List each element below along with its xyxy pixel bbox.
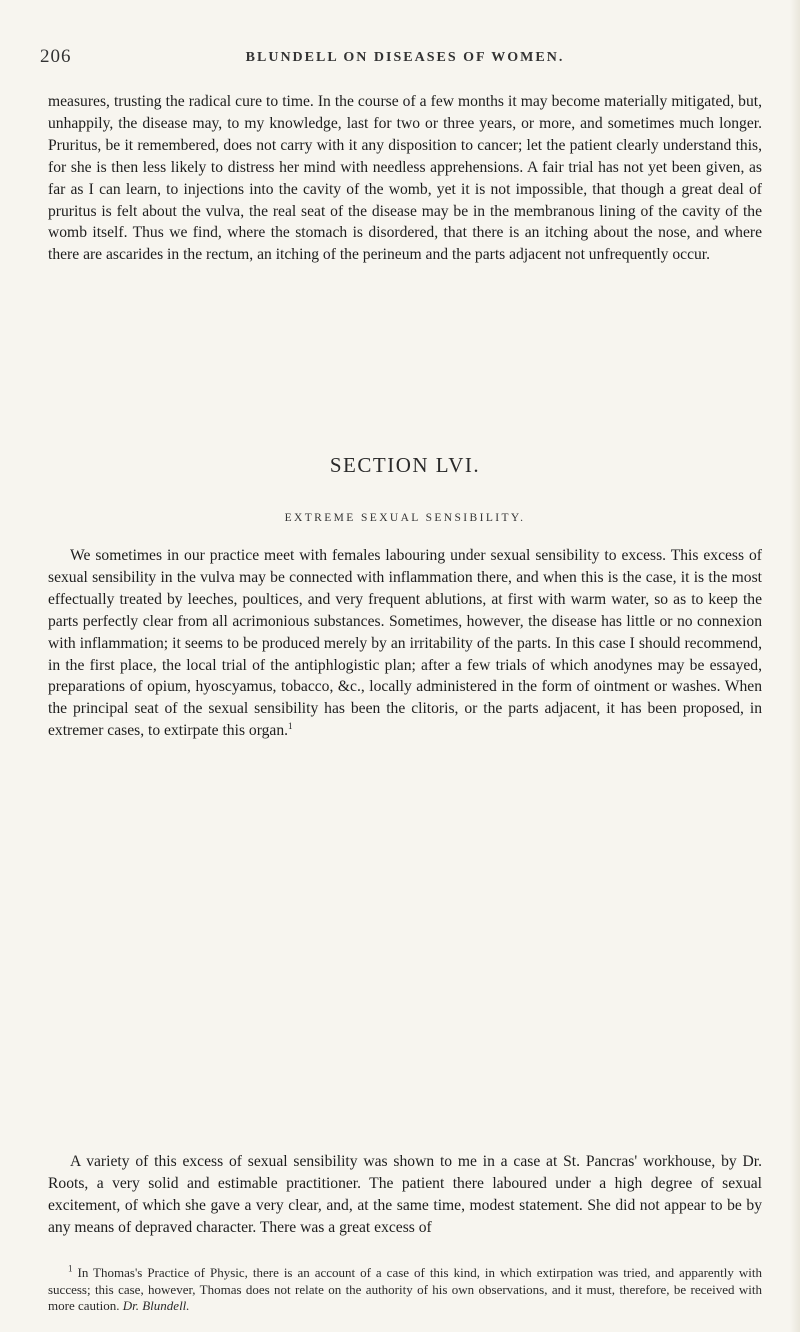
footnote-text: In Thomas's Practice of Physic, there is an account of a case of this kind, in which extirpation was tried, and apparently with success; this case, however, Thomas does not relate on the authority of his own observations, and it must, therefore, be received with more caution. bbox=[48, 1265, 762, 1313]
body-paragraph-2 bbox=[48, 545, 762, 742]
section-subtitle: EXTREME SEXUAL SENSIBILITY. bbox=[284, 512, 526, 524]
footnote-marker: 1 bbox=[68, 1263, 73, 1274]
running-title: BLUNDELL ON DISEASES OF WOMEN. bbox=[245, 50, 565, 65]
body-paragraph-1: measures, trusting the radical cure to time. In the course of a few months it may become materially mitigated, but, unhappily, the disease may, to my knowledge, last for two or three years, or more, and sometimes much longer. Pruritus, be it remembered, does not carry with it any disposition to cancer; let the patient clearly understand this, for she is then less likely to distress her mind with needless apprehensions. A fair trial has not yet been given, as far as I can learn, to injections into the cavity of the womb, yet it is not impossible, that though a great deal of pruritus is felt about the vulva, the real seat of the disease may be in the membranous lining of the cavity of the womb itself. Thus we find, where the stomach is disordered, that there is an itching about the nose, and where there are ascarides in the rectum, an itching of the perineum and the parts adjacent not unfrequently occur. bbox=[48, 93, 762, 264]
body-paragraph-3: A variety of this excess of sexual sensibility was shown to me in a case at St. Pancras' workhouse, by Dr. Roots, a very solid and estimable practitioner. The patient there laboured under a high degree of sexual excitement, of which she gave a very clear, and, at the same time, modest statement. She did not appear to be by any means of depraved character. There was a great excess of bbox=[48, 1153, 762, 1236]
paragraph-2-text: We sometimes in our practice meet with females labouring under sexual sensibility to excess. This excess of sexual sensibility in the vulva may be connected with inflammation there, and when this is the case, it is the most effectually treated by leeches, poultices, and very frequent ablutions, at first with warm water, so as to keep the parts perfectly clear from all acrimonious substances. Sometimes, however, the disease has little or no connexion with inflammation; it seems to be produced merely by an irritability of the parts. In this case I should recommend, in the first place, the local trial of the antiphlogistic plan; after a few trials of which anodynes may be essayed, preparations of opium, hyoscyamus, tobacco, &c., locally administered in the form of ointment or washes. When the principal seat of the sexual sensibility has been the clitoris, or the parts adjacent, it has been proposed, in extremer cases, to extirpate this organ. bbox=[48, 547, 762, 740]
footnote-reference: 1 bbox=[288, 721, 293, 732]
page-edge-shadow bbox=[790, 0, 800, 1332]
footnote-signature: Dr. Blundell. bbox=[122, 1298, 190, 1313]
page-header bbox=[40, 46, 762, 72]
page-number: 206 bbox=[40, 46, 72, 67]
footnote bbox=[48, 1265, 762, 1315]
section-title: SECTION LVI. bbox=[329, 453, 481, 477]
book-page bbox=[40, 0, 762, 1332]
